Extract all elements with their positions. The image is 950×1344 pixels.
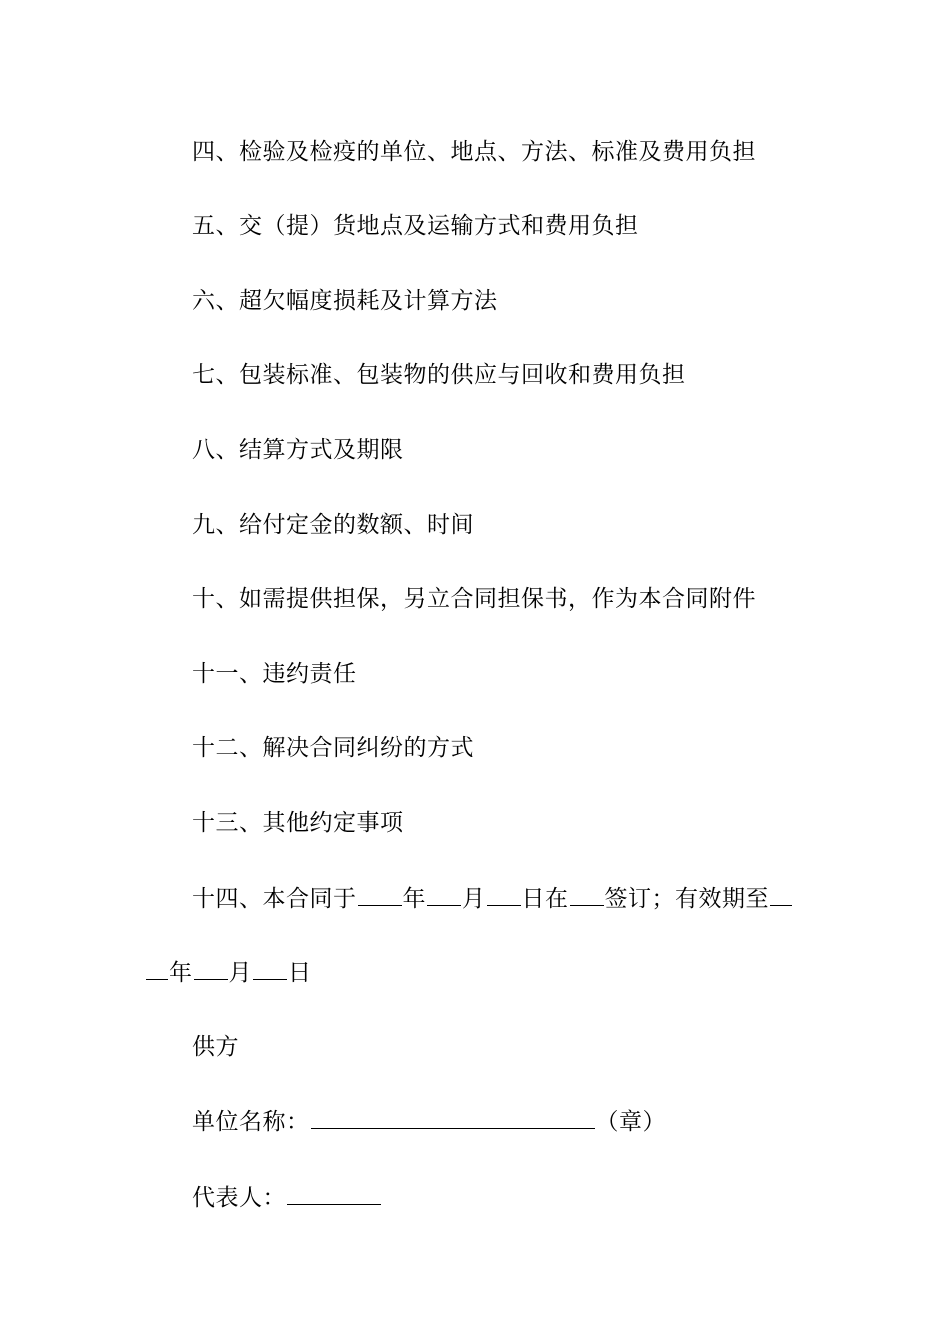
clause-9: 九、给付定金的数额、时间 xyxy=(192,512,474,538)
clause-14 xyxy=(192,883,793,914)
year-blank xyxy=(358,883,402,906)
clause-6: 六、超欠幅度损耗及计算方法 xyxy=(192,288,498,314)
signed-label: 签订；有效期至 xyxy=(604,886,769,912)
clause-11: 十一、违约责任 xyxy=(192,661,357,687)
year-label: 年 xyxy=(402,886,426,912)
clause-5: 五、交（提）货地点及运输方式和费用负担 xyxy=(192,213,639,239)
seal-label: （章） xyxy=(595,1109,666,1135)
day-place-label: 日在 xyxy=(521,886,569,912)
clause-4: 四、检验及检疫的单位、地点、方法、标准及费用负担 xyxy=(192,139,756,165)
day-blank xyxy=(487,883,521,906)
valid-year-blank-part1 xyxy=(770,883,792,906)
supplier-heading: 供方 xyxy=(192,1034,239,1060)
clause-7: 七、包装标准、包装物的供应与回收和费用负担 xyxy=(192,362,686,388)
clause-8: 八、结算方式及期限 xyxy=(192,437,404,463)
valid-year-label: 年 xyxy=(169,960,193,986)
clause-13: 十三、其他约定事项 xyxy=(192,810,404,836)
clause-12: 十二、解决合同纠纷的方式 xyxy=(192,735,474,761)
month-label: 月 xyxy=(462,886,486,912)
representative-line xyxy=(192,1182,382,1213)
representative-label: 代表人： xyxy=(192,1185,286,1211)
valid-day-label: 日 xyxy=(288,960,312,986)
valid-day-blank xyxy=(253,957,287,980)
unit-name-label: 单位名称： xyxy=(192,1109,310,1135)
unit-name-blank xyxy=(311,1106,595,1129)
valid-month-blank xyxy=(194,957,228,980)
valid-year-blank-part2 xyxy=(146,957,168,980)
unit-name-line xyxy=(192,1106,666,1137)
month-blank xyxy=(427,883,461,906)
clause-14-prefix: 十四、本合同于 xyxy=(192,886,357,912)
valid-month-label: 月 xyxy=(228,960,252,986)
clause-14-continued xyxy=(145,957,312,988)
clause-10: 十、如需提供担保，另立合同担保书，作为本合同附件 xyxy=(192,586,756,612)
place-blank xyxy=(570,883,604,906)
representative-blank xyxy=(287,1182,381,1205)
